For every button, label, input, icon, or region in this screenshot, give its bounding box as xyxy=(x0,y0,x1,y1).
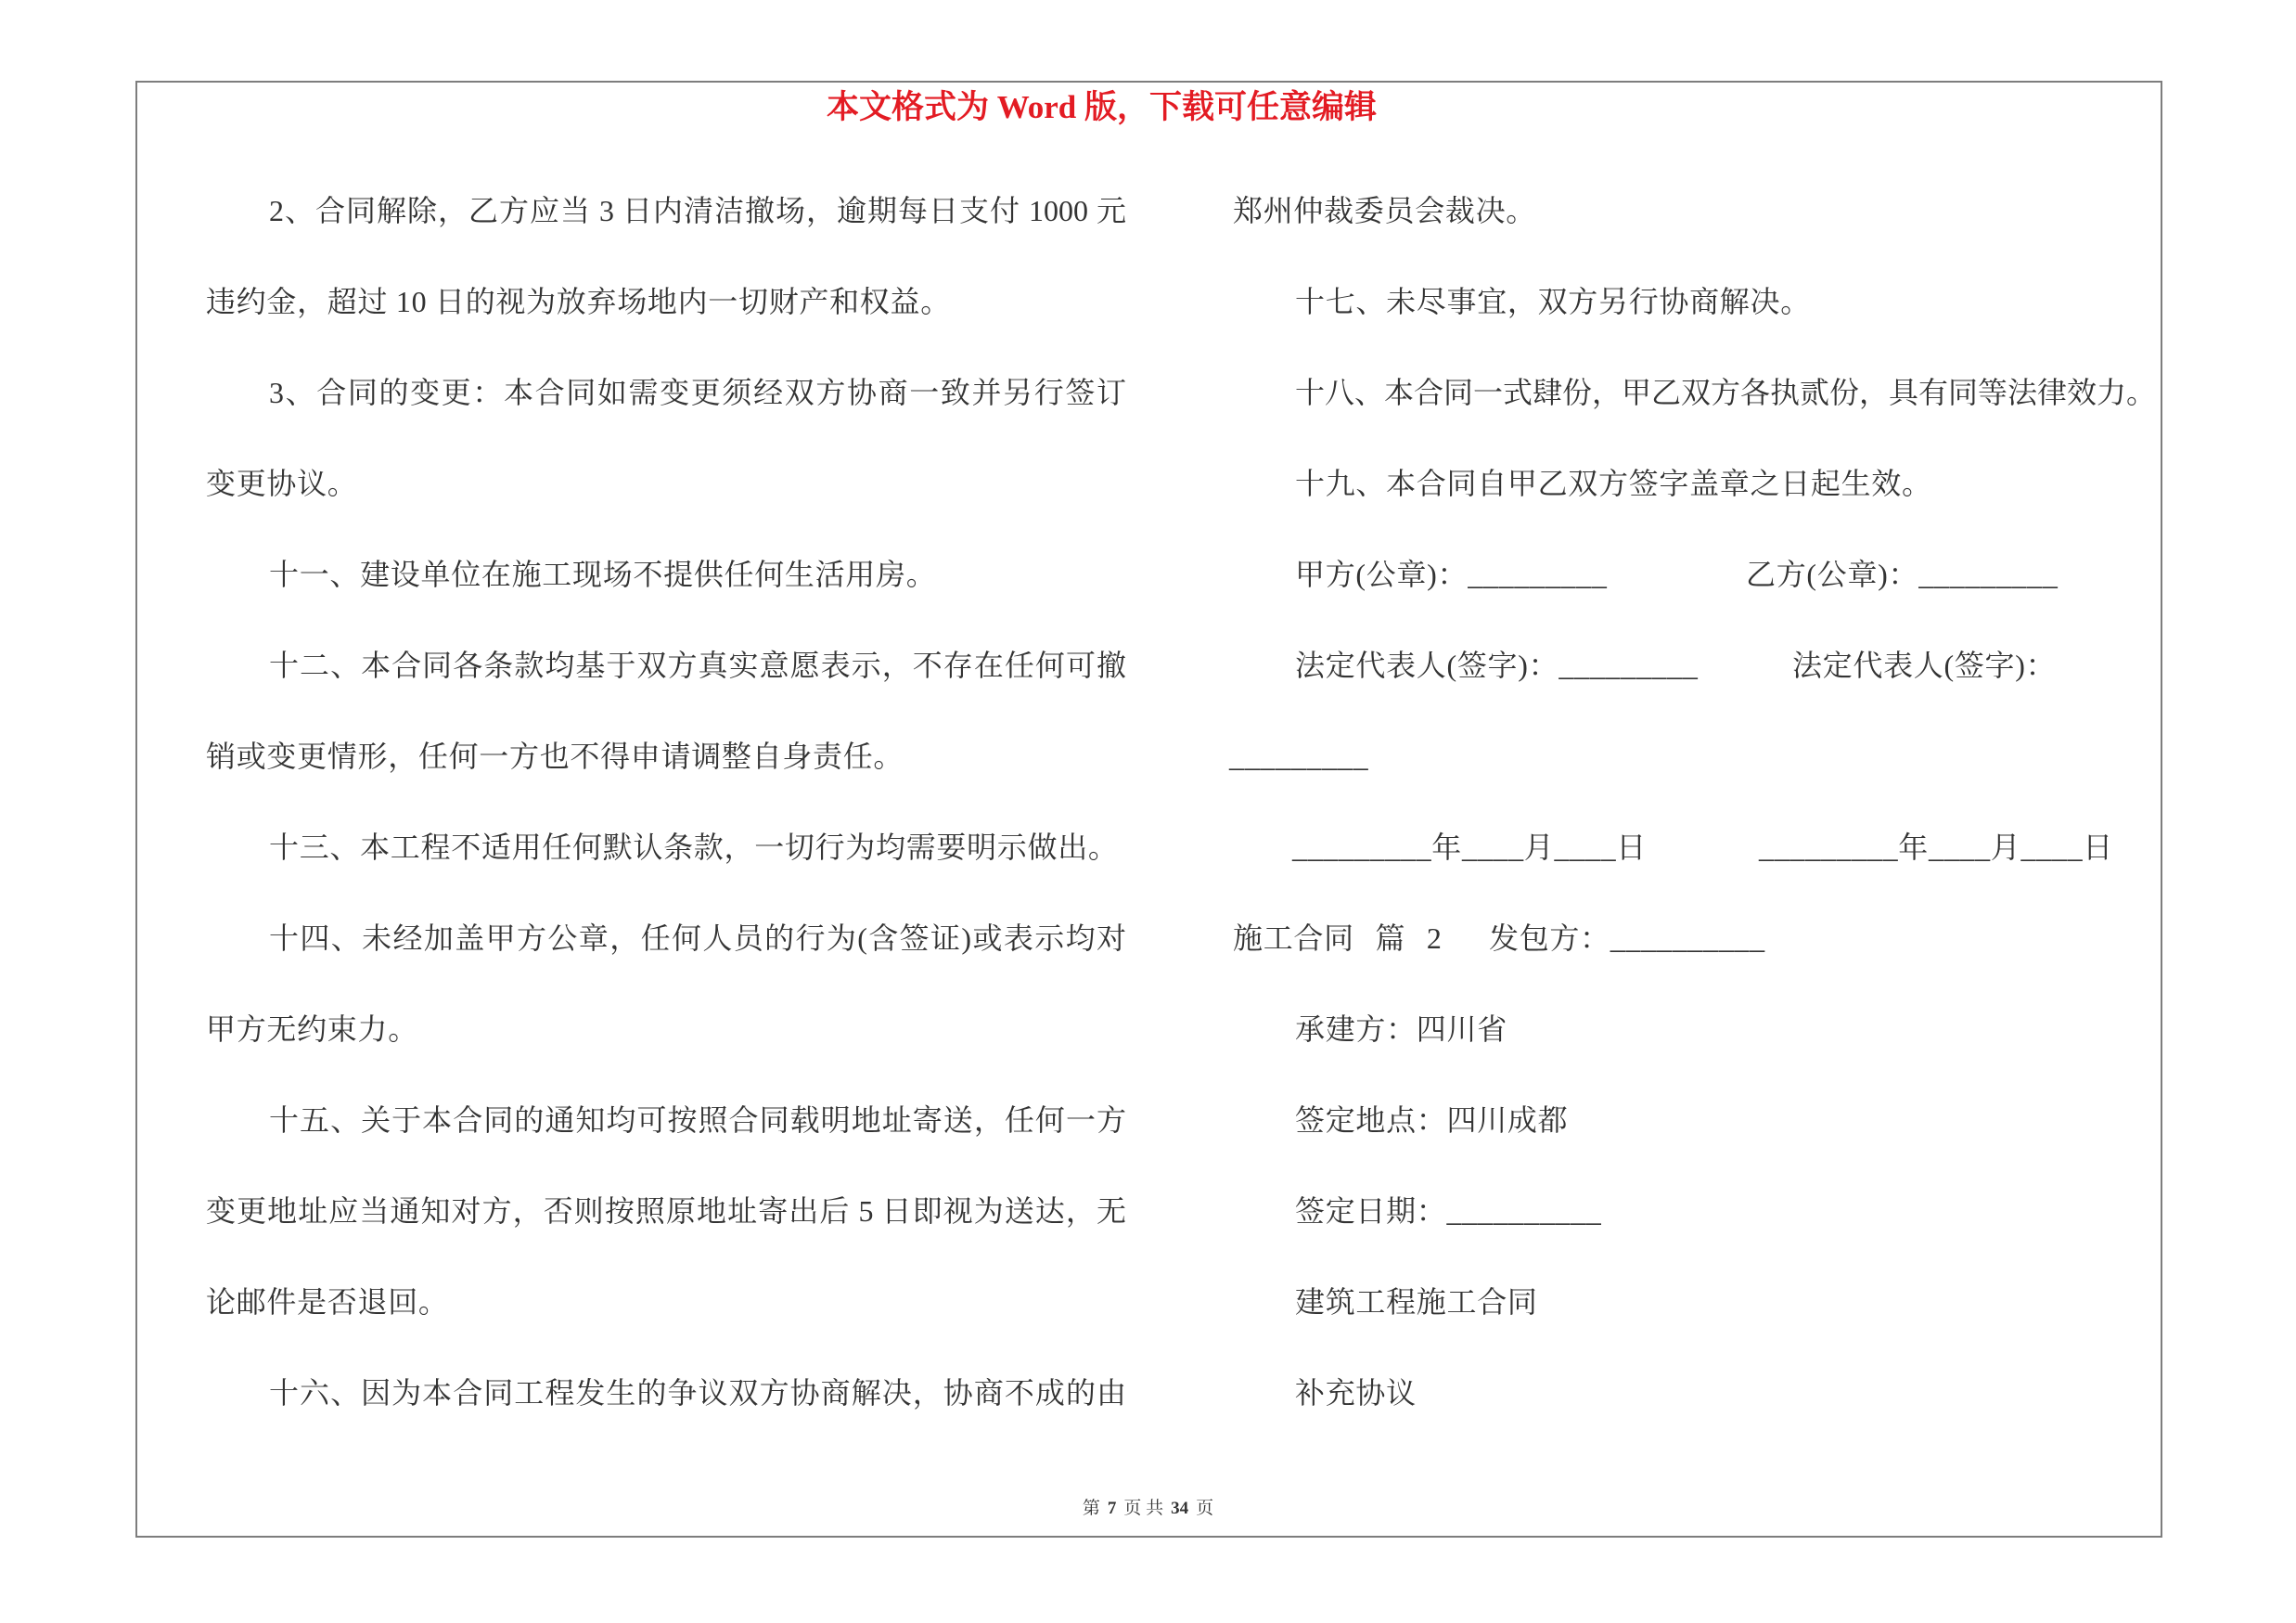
total-pages-number: 34 xyxy=(1171,1499,1189,1518)
party-b-representative-blank: _________ xyxy=(1229,740,1369,773)
party-b-seal-field: 乙方(公章)：_________ xyxy=(1746,558,2059,591)
party-a-representative-field: 法定代表人(签字)：_________ xyxy=(1295,649,1699,682)
contract-2-heading: 施工合同 篇 2 xyxy=(1233,921,1443,955)
clause-eighteen-line: 十八、本合同一式肆份，甲乙双方各执贰份，具有同等法律效力。 xyxy=(1295,376,2157,409)
page-indicator-prefix: 第 xyxy=(1082,1499,1100,1518)
clause-line: 十一、建设单位在施工现场不提供任何生活用房。 xyxy=(269,558,937,591)
arbitration-clause-continuation: 郑州仲裁委员会裁决。 xyxy=(1233,194,1537,227)
signing-date-field: 签定日期：__________ xyxy=(1295,1194,1602,1228)
signing-place-field: 签定地点：四川成都 xyxy=(1295,1103,1569,1137)
clause-line: 论邮件是否退回。 xyxy=(206,1285,449,1319)
clause-seventeen-line: 十七、未尽事宜，双方另行协商解决。 xyxy=(1295,285,1811,318)
employer-field: 发包方：__________ xyxy=(1489,921,1765,955)
clause-line: 十三、本工程不适用任何默认条款，一切行为均需要明示做出。 xyxy=(269,831,1119,864)
page-indicator-middle: 页 共 xyxy=(1123,1499,1164,1518)
clause-line: 十四、未经加盖甲方公章，任何人员的行为(含签证)或表示均对 xyxy=(269,921,1126,955)
contractor-field: 承建方：四川省 xyxy=(1295,1012,1507,1046)
format-notice-banner: 本文格式为 Word 版，下载可任意编辑 xyxy=(826,89,1378,125)
clause-line: 十六、因为本合同工程发生的争议双方协商解决，协商不成的由 xyxy=(269,1376,1126,1410)
clause-line: 3、合同的变更：本合同如需变更须经双方协商一致并另行签订 xyxy=(269,376,1126,409)
page-indicator-suffix: 页 xyxy=(1196,1499,1214,1518)
clause-line: 甲方无约束力。 xyxy=(206,1012,418,1046)
clause-line: 十五、关于本合同的通知均可按照合同载明地址寄送，任何一方 xyxy=(269,1103,1126,1137)
clause-line: 2、合同解除，乙方应当 3 日内清洁撤场，逾期每日支付 1000 元 xyxy=(269,194,1126,227)
current-page-number: 7 xyxy=(1107,1499,1117,1518)
page-indicator xyxy=(135,1498,2161,1520)
party-a-date-field: _________年____月____日 xyxy=(1292,831,1648,864)
clause-line: 变更协议。 xyxy=(206,467,358,500)
clause-line: 十二、本合同各条款均基于双方真实意愿表示，不存在任何可撤 xyxy=(269,649,1126,682)
party-b-representative-label: 法定代表人(签字)： xyxy=(1792,649,2057,682)
clause-line: 违约金，超过 10 日的视为放弃场地内一切财产和权益。 xyxy=(206,285,951,318)
supplement-title-line-1: 建筑工程施工合同 xyxy=(1295,1285,1538,1319)
party-b-date-field: _________年____月____日 xyxy=(1759,831,2114,864)
clause-line: 销或变更情形，任何一方也不得申请调整自身责任。 xyxy=(206,740,904,773)
party-a-seal-field: 甲方(公章)：_________ xyxy=(1295,558,1608,591)
supplement-title-line-2: 补充协议 xyxy=(1295,1376,1417,1410)
clause-line: 变更地址应当通知对方，否则按照原地址寄出后 5 日即视为送达，无 xyxy=(206,1194,1126,1228)
clause-nineteen-line: 十九、本合同自甲乙双方签字盖章之日起生效。 xyxy=(1295,467,1932,500)
